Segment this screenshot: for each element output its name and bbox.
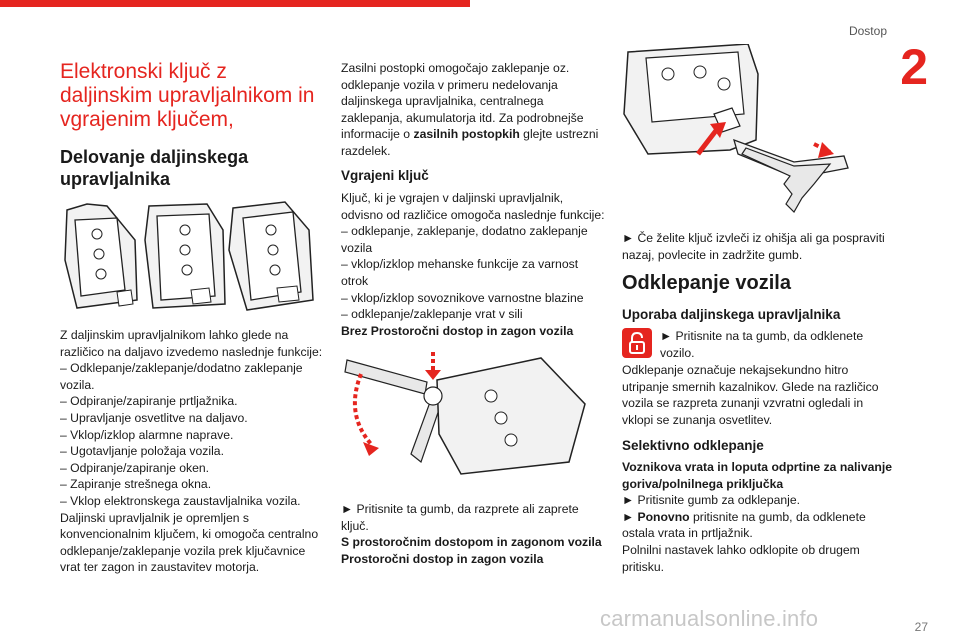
unlock-icon [622, 328, 652, 358]
extract-instruction: ► Če želite ključ izvleči iz ohišja ali ga pospraviti nazaj, povlecite in zadržite gumb. [622, 231, 885, 262]
key-fob-3 [229, 202, 313, 310]
col2-lower [341, 501, 606, 567]
key-function-item: – odklepanje/zaklepanje vrat v sili [341, 307, 523, 322]
section-heading-remote: Delovanje daljinskega upravljalnika [60, 147, 249, 189]
function-item: – Upravljanje osvetlitve na daljavo. [60, 410, 248, 425]
selective-bold-note: Voznikova vrata in loputa odprtine za nalivanje goriva/polnilnega priključka [622, 460, 892, 491]
page-number: 27 [914, 620, 928, 634]
version-note: Brez Prostoročni dostop in zagon vozila [341, 323, 574, 338]
extract-key-illustration [618, 44, 892, 214]
body-text: Ključ, ki je vgrajen v daljinski upravljalnik, odvisno od različice omogoča naslednje funkcije: [341, 191, 605, 222]
intro-text: Zasilni postopki omogočajo zaklepanje oz. odklepanje vozila v primeru nedelovanja daljinskega upravljalnika, centralnega zaklepanja, akumulatorja itd. Za podrobnejše informacije o [341, 61, 584, 142]
col2-body [341, 190, 606, 339]
intro-text: Z daljinskim upravljalnikom lahko glede na različico na daljavo izvedemo naslednje funkcije: [60, 328, 323, 359]
function-item: – Zapiranje strešnega okna. [60, 477, 212, 492]
closing-text: Polnilni nastavek lahko odklopite ob drugem pritisku. [622, 542, 860, 574]
function-item: – Ugotavljanje položaja vozila. [60, 444, 224, 459]
subheading-remote-use: Uporaba daljinskega upravljalnika [622, 307, 841, 322]
top-accent-bar [0, 0, 470, 7]
heading-selective-unlock: Selektivno odklepanje [622, 438, 764, 453]
col2-intro [341, 60, 606, 160]
function-item: – Vklop elektronskega zaustavljalnika vozila. [60, 493, 301, 508]
intro-bold: zasilnih postopkih [413, 127, 520, 142]
key-function-item: – vklop/izklop mehanske funkcije za varnost otrok [341, 257, 579, 288]
key-function-item: – odklepanje, zaklepanje, dodatno zaklepanje vozila [341, 224, 588, 255]
col1-body [60, 327, 325, 576]
footer-watermark: carmanualsonline.info [600, 606, 819, 631]
function-item: – Vklop/izklop alarmne naprave. [60, 427, 234, 442]
function-item: – Odpiranje/zapiranje prtljažnika. [60, 394, 238, 409]
heading-unlocking: Odklepanje vozila [622, 272, 791, 294]
key-fob-1 [65, 204, 137, 308]
unlocking-body: Odklepanje označuje nekajsekundno hitro utripanje smernih kazalnikov. Glede na različico vozila se razpreta zunanji vzvratni ogledali in vklopi se zunanja osvetlitev. [622, 363, 879, 427]
intro-tail: glejte ustrezni razdelek. [341, 127, 599, 158]
key-function-item: – vklop/izklop sovoznikove varnostne blazine [341, 290, 584, 305]
step-one: ► Pritisnite gumb za odklepanje. [622, 493, 801, 508]
version-note: S prostoročnim dostopom in zagonom vozila [341, 535, 602, 550]
selective-body [622, 459, 892, 575]
function-item: – Odklepanje/zaklepanje/dodatno zaklepanje vozila. [60, 361, 303, 392]
function-item: – Odpiranje/zapiranje oken. [60, 460, 210, 475]
key-fob-2 [145, 204, 225, 308]
flip-key-illustration [341, 344, 603, 484]
heading-built-in-key: Vgrajeni ključ [341, 168, 429, 183]
chapter-number: 2 [900, 39, 928, 95]
press-instruction: ► Pritisnite na ta gumb, da odklenete vozilo. [660, 329, 864, 360]
section-name: Dostop [848, 24, 887, 38]
version-note: Prostoročni dostop in zagon vozila [341, 551, 544, 566]
remote-keys-illustration [57, 200, 321, 312]
page-title: Elektronski ključ z daljinskim upravljalnikom in vgrajenim ključem, [60, 60, 315, 131]
outro-text: Daljinski upravljalnik je opremljen s konvencionalnim ključem, ki omogoča centralno odklepanje/zaklepanje vozila prek ključavnice vrat ter zagon in zaustavitev motorja. [60, 510, 319, 575]
instruction-text: ► Pritisnite ta gumb, da razprete ali zaprete ključ. [341, 502, 579, 533]
step-two: ► Ponovno pritisnite na gumb, da odklenete ostala vrata in prtljažnik. [622, 509, 866, 541]
